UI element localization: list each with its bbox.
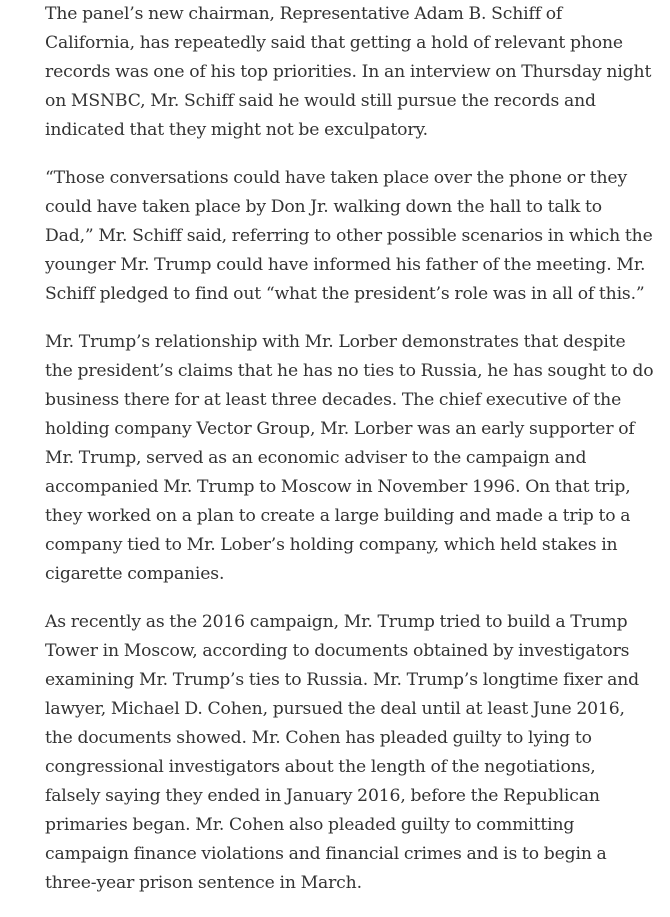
article-body [45,0,655,917]
article-paragraph-2: “Those conversations could have taken place over the phone or they could have taken place by Don Jr. walking down the hall to talk to Dad,” Mr. Schiff said, referring to other possible scenarios in which the younger Mr. Trump could have informed his father of the meeting. Mr. Schiff pledged to find out “what the president’s role was in all of this.” [45,168,653,304]
article-paragraph-3: Mr. Trump’s relationship with Mr. Lorber demonstrates that despite the president’s claims that he has no ties to Russia, he has sought to do business there for at least three decades. The chief executive of the holding company Vector Group, Mr. Lorber was an early supporter of Mr. Trump, served as an economic adviser to the campaign and accompanied Mr. Trump to Moscow in November 1996. On that trip, they worked on a plan to create a large building and made a trip to a company tied to Mr. Lober’s holding company, which held stakes in cigarette companies. [45,332,654,584]
article-paragraph-4: As recently as the 2016 campaign, Mr. Trump tried to build a Trump Tower in Moscow, according to documents obtained by investigators examining Mr. Trump’s ties to Russia. Mr. Trump’s longtime fixer and lawyer, Michael D. Cohen, pursued the deal until at least June 2016, the documents showed. Mr. Cohen has pleaded guilty to lying to congressional investigators about the length of the negotiations, falsely saying they ended in January 2016, before the Republican primaries began. Mr. Cohen also pleaded guilty to committing campaign finance violations and financial crimes and is to begin a three-year prison sentence in March. [45,612,639,893]
article-paragraph-1: The panel’s new chairman, Representative Adam B. Schiff of California, has repeatedly said that getting a hold of relevant phone records was one of his top priorities. In an interview on Thursday night on MSNBC, Mr. Schiff said he would still pursue the records and indicated that they might not be exculpatory. [45,4,652,140]
